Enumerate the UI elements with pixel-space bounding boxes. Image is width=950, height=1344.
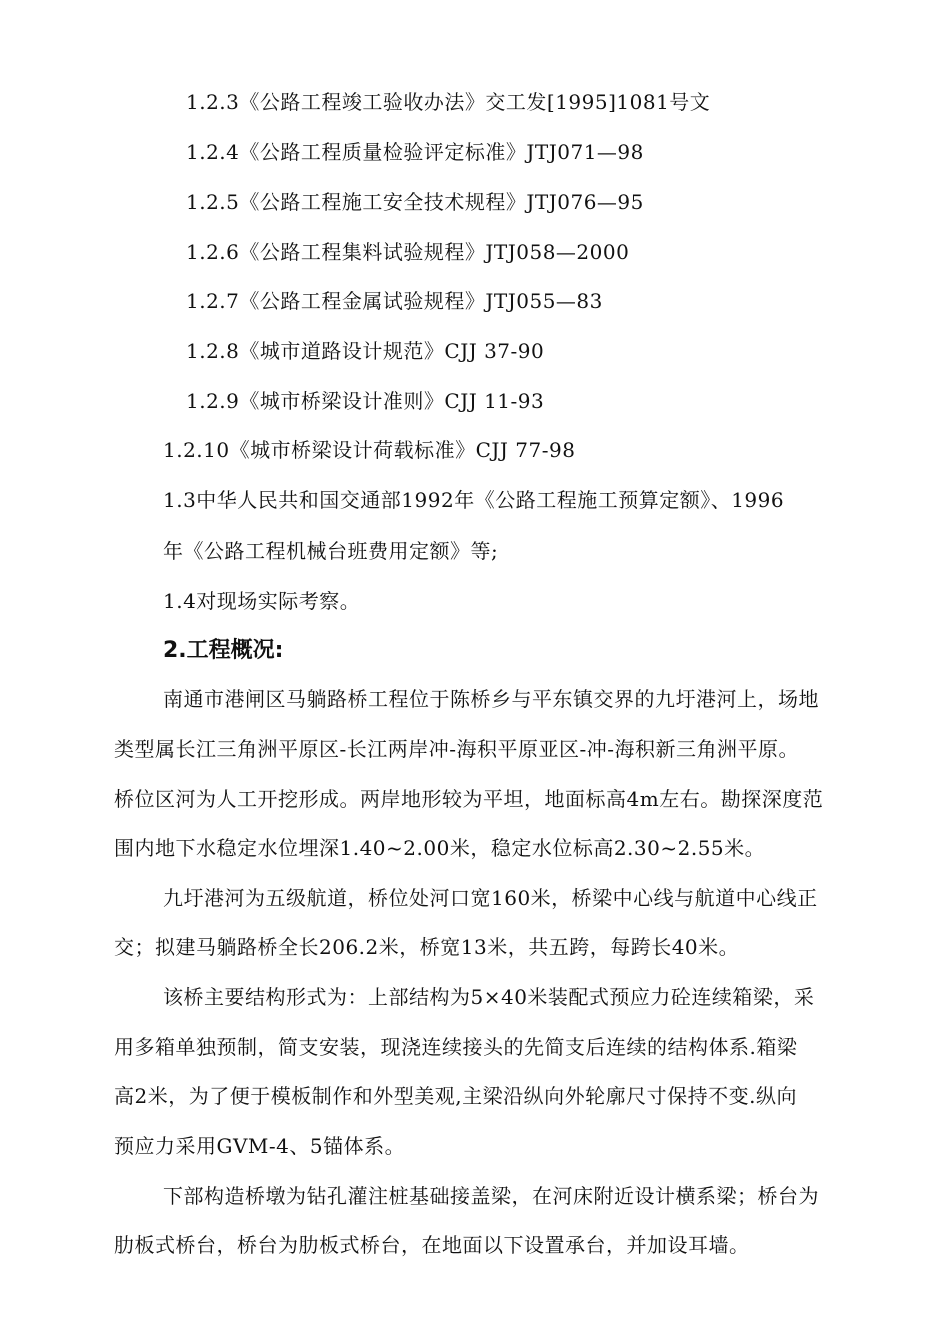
paragraph-3-line-1: 该桥主要结构形式为：上部结构为5×40米装配式预应力砼连续箱梁，采 — [163, 985, 815, 1009]
paragraph-2-line-1: 九圩港河为五级航道，桥位处河口宽160米，桥梁中心线与航道中心线正 — [163, 886, 818, 910]
reference-1-2-7: 1.2.7《公路工程金属试验规程》JTJ055—83 — [186, 289, 603, 313]
paragraph-1-line-4: 围内地下水稳定水位埋深1.40~2.00米，稳定水位标高2.30~2.55米。 — [114, 836, 766, 860]
item-1-4: 1.4对现场实际考察。 — [163, 589, 361, 613]
reference-1-2-8: 1.2.8《城市道路设计规范》CJJ 37-90 — [186, 339, 545, 363]
paragraph-4-line-2: 肋板式桥台，桥台为肋板式桥台，在地面以下设置承台，并加设耳墙。 — [114, 1233, 750, 1257]
item-1-3-line-1: 1.3中华人民共和国交通部1992年《公路工程施工预算定额》、1996 — [163, 488, 785, 512]
paragraph-1-line-1: 南通市港闸区马躺路桥工程位于陈桥乡与平东镇交界的九圩港河上，场地 — [163, 687, 819, 711]
reference-1-2-9: 1.2.9《城市桥梁设计准则》CJJ 11-93 — [186, 389, 545, 413]
paragraph-1-line-2: 类型属长江三角洲平原区-长江两岸冲-海积平原亚区-冲-海积新三角洲平原。 — [114, 737, 800, 761]
reference-1-2-3: 1.2.3《公路工程竣工验收办法》交工发[1995]1081号文 — [186, 90, 711, 114]
reference-1-2-5: 1.2.5《公路工程施工安全技术规程》JTJ076—95 — [186, 190, 644, 214]
reference-1-2-10: 1.2.10《城市桥梁设计荷载标准》CJJ 77-98 — [163, 438, 576, 462]
item-1-3-line-2: 年《公路工程机械台班费用定额》等; — [163, 539, 499, 563]
paragraph-1-line-3: 桥位区河为人工开挖形成。两岸地形较为平坦，地面标高4m左右。勘探深度范 — [114, 787, 824, 811]
reference-1-2-4: 1.2.4《公路工程质量检验评定标准》JTJ071—98 — [186, 140, 644, 164]
section-heading: 2.工程概况: — [163, 638, 284, 663]
paragraph-3-line-3: 高2米，为了便于模板制作和外型美观,主梁沿纵向外轮廓尺寸保持不变.纵向 — [114, 1084, 797, 1108]
paragraph-3-line-2: 用多箱单独预制，简支安装，现浇连续接头的先简支后连续的结构体系.箱梁 — [114, 1035, 798, 1059]
paragraph-2-line-2: 交；拟建马躺路桥全长206.2米，桥宽13米，共五跨，每跨长40米。 — [114, 935, 740, 959]
paragraph-4-line-1: 下部构造桥墩为钻孔灌注桩基础接盖梁，在河床附近设计横系梁；桥台为 — [163, 1184, 819, 1208]
paragraph-3-line-4: 预应力采用GVM-4、5锚体系。 — [114, 1134, 406, 1158]
reference-1-2-6: 1.2.6《公路工程集料试验规程》JTJ058—2000 — [186, 240, 630, 264]
